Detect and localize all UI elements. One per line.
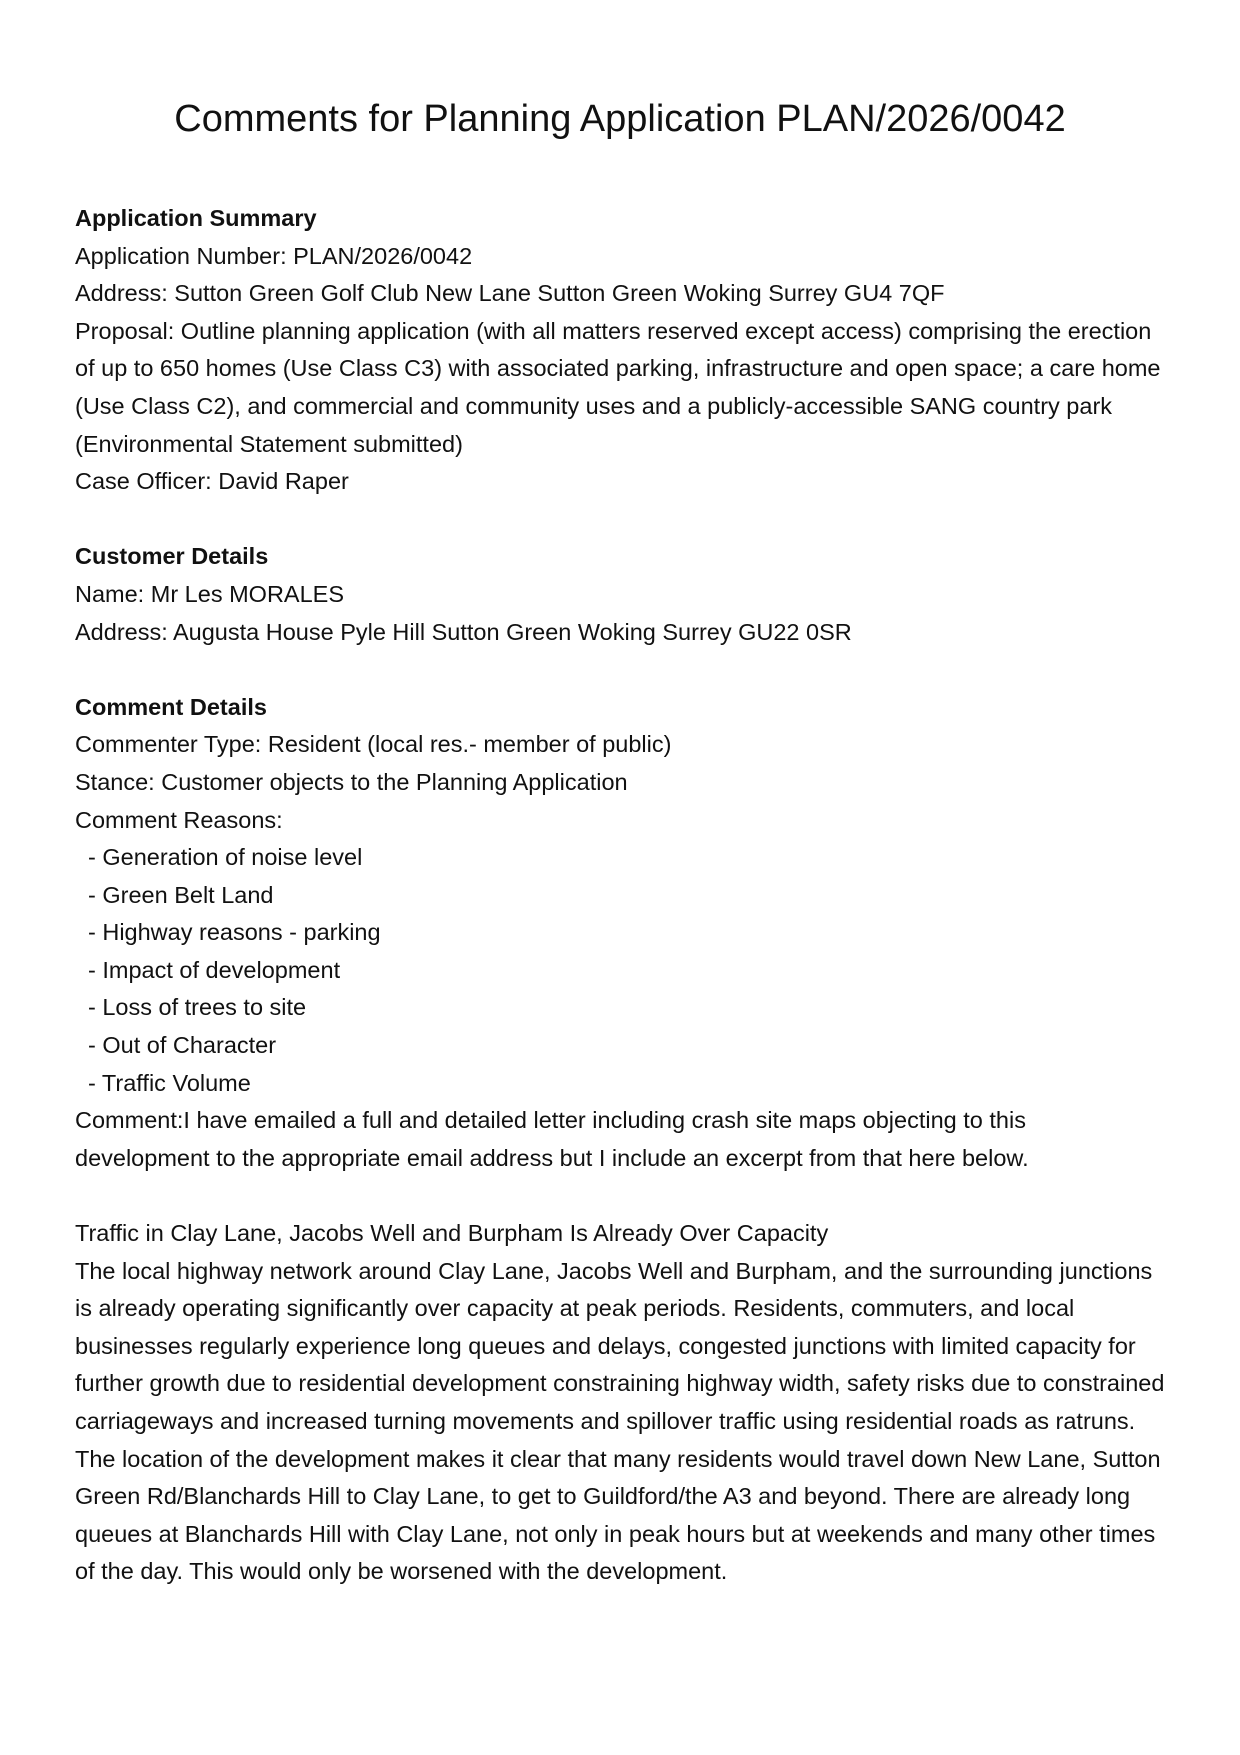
list-item: - Green Belt Land (88, 881, 274, 908)
comment-details-heading: Comment Details (75, 693, 267, 720)
customer-details-section (75, 538, 1165, 651)
list-item: - Highway reasons - parking (88, 919, 381, 946)
comment-paragraph-2: The location of the development makes it clear that many residents would travel down New Lane, Sutton Green Rd/Blanchards Hill to Clay Lane, to get to Guildford/the A3 and beyond. There are already long queues at Blanchards Hill with Clay Lane, not only in peak hours but at weekends and many other times of the day. This would only be worsened with the development. (75, 1445, 1161, 1585)
comment-reasons-label: Comment Reasons: (75, 806, 283, 833)
stance: Stance: Customer objects to the Planning Application (75, 768, 628, 795)
application-summary-section (75, 200, 1165, 501)
application-number: Application Number: PLAN/2026/0042 (75, 242, 473, 269)
customer-address: Address: Augusta House Pyle Hill Sutton Green Woking Surrey GU22 0SR (75, 618, 852, 645)
application-address: Address: Sutton Green Golf Club New Lane Sutton Green Woking Surrey GU4 7QF (75, 280, 945, 307)
application-proposal: Proposal: Outline planning application (with all matters reserved except access) comprising the erection of up to 650 homes (Use Class C3) with associated parking, infrastructure and open space; a care home (Use Class C2), and commercial and community uses and a publicly-accessible SANG country park (Environmental Statement submitted) (75, 317, 1161, 457)
comment-paragraph-1: The local highway network around Clay Lane, Jacobs Well and Burpham, and the surrounding junctions is already operating significantly over capacity at peak periods. Residents, commuters, and local businesses regularly experience long queues and delays, congested junctions with limited capacity for further growth due to residential development constraining highway width, safety risks due to constrained carriageways and increased turning movements and spillover traffic using residential roads as ratruns. (75, 1257, 1165, 1434)
document-body (75, 200, 1165, 1591)
customer-details-heading: Customer Details (75, 543, 269, 570)
comment-intro: Comment:I have emailed a full and detailed letter including crash site maps objecting to this development to the appropriate email address but I include an excerpt from that here below. (75, 1107, 1029, 1171)
commenter-type: Commenter Type: Resident (local res.- member of public) (75, 731, 672, 758)
case-officer: Case Officer: David Raper (75, 468, 349, 495)
application-summary-heading: Application Summary (75, 205, 317, 231)
list-item: - Out of Character (88, 1032, 277, 1059)
list-item: - Generation of noise level (88, 844, 363, 871)
comment-reasons-list (75, 839, 1165, 1102)
list-item: - Loss of trees to site (88, 994, 307, 1021)
excerpt-heading: Traffic in Clay Lane, Jacobs Well and Burpham Is Already Over Capacity (75, 1220, 829, 1247)
list-item: - Impact of development (88, 956, 341, 983)
page-title: Comments for Planning Application PLAN/2026/0042 (174, 98, 1066, 140)
list-item: - Traffic Volume (88, 1069, 251, 1096)
comment-details-section (75, 689, 1165, 1591)
customer-name: Name: Mr Les MORALES (75, 580, 345, 607)
